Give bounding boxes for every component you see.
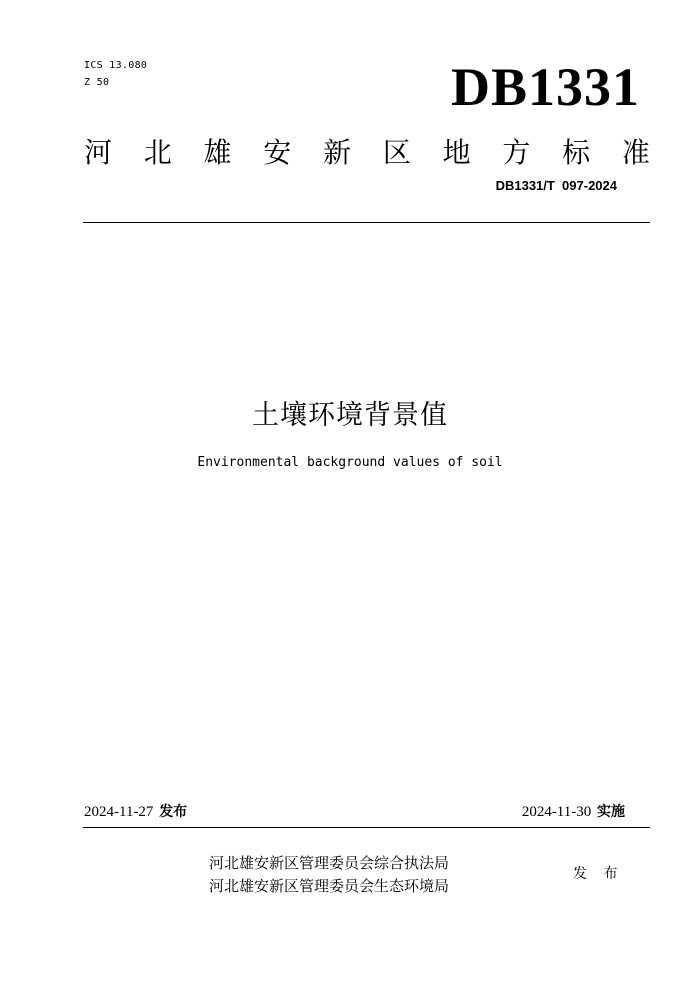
publish-date-group <box>84 802 187 822</box>
implement-date: 2024-11-30 <box>521 804 592 820</box>
issue-label: 发 布 <box>573 866 624 882</box>
footer-divider <box>83 827 650 828</box>
standard-type-char: 新 <box>323 136 352 169</box>
implement-label: 实施 <box>597 804 625 820</box>
ccs-code: Z 50 <box>84 77 110 88</box>
standard-type-char: 准 <box>621 136 650 169</box>
implement-date-group <box>522 802 625 822</box>
publish-date: 2024-11-27 <box>84 804 154 820</box>
issuing-authorities <box>209 852 449 898</box>
date-row <box>84 802 625 822</box>
standard-type-char: 方 <box>502 136 531 169</box>
title-chinese: 土壤环境背景值 <box>252 400 448 431</box>
standard-type-char: 安 <box>263 136 292 169</box>
header-divider <box>83 222 650 223</box>
ics-code: ICS 13.080 <box>84 60 148 71</box>
publish-label: 发布 <box>159 804 188 820</box>
standard-type-char: 标 <box>562 136 591 169</box>
standard-type-char: 河 <box>84 136 113 169</box>
issuer-line: 河北雄安新区管理委员会综合执法局 <box>209 854 450 872</box>
standard-type-heading <box>84 133 650 173</box>
db-code-title: DB1331 <box>450 57 640 117</box>
title-english: Environmental background values of soil <box>197 455 503 470</box>
standard-number: DB1331/T 097-2024 <box>495 178 617 193</box>
standard-type-char: 区 <box>382 136 411 169</box>
standard-type-char: 地 <box>442 136 471 169</box>
issuer-line: 河北雄安新区管理委员会生态环境局 <box>209 877 450 895</box>
standard-type-char: 北 <box>143 136 172 169</box>
classification-codes <box>84 57 147 91</box>
standard-type-char: 雄 <box>203 136 232 169</box>
